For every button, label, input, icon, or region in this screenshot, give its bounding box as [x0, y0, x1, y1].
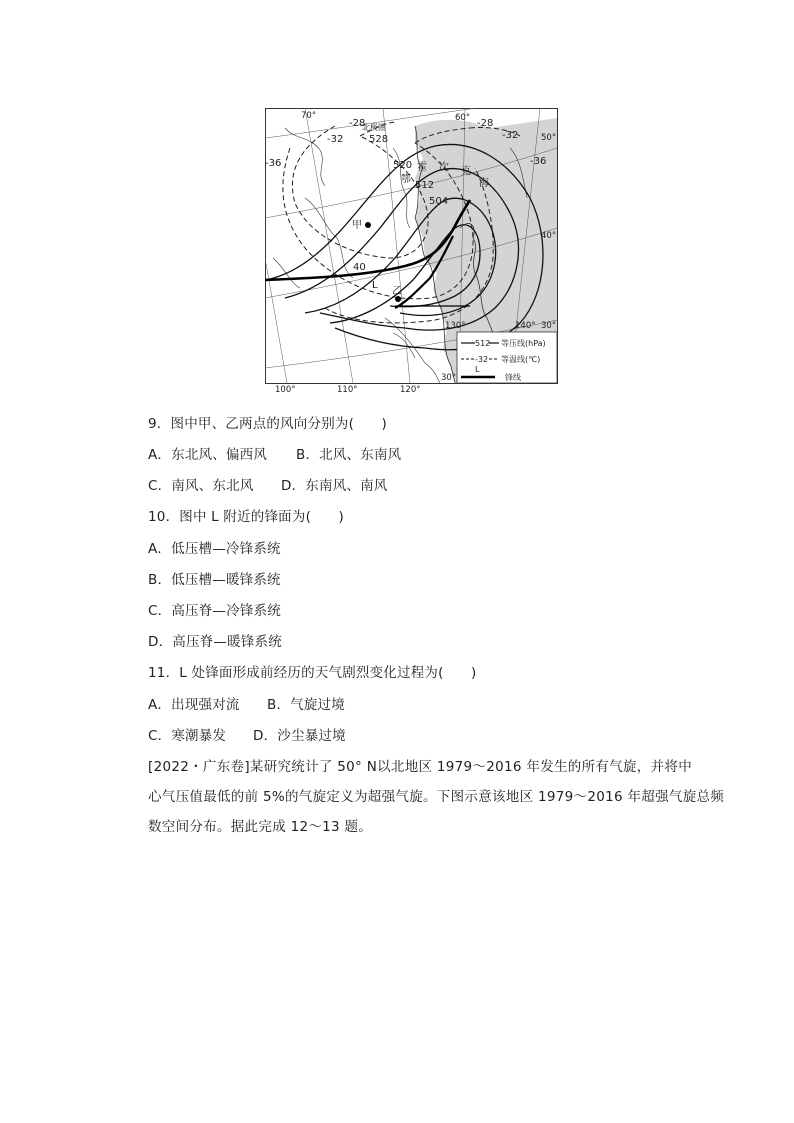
- question-9: 9．图中甲、乙两点的风向分别为( ): [148, 416, 387, 432]
- lon-label: 140°: [515, 321, 536, 331]
- isobar-value: 528: [369, 134, 389, 145]
- intro-line-1: [2022・广东卷]某研究统计了 50° N以北地区 1979～2016 年发生的所有气旋，并将中: [148, 759, 692, 775]
- intro-line-3: 数空间分布。据此完成 12～13 题。: [148, 819, 373, 835]
- weather-map-figure: [265, 108, 558, 393]
- option-d[interactable]: D．沙尘暴过境: [253, 728, 346, 744]
- arctic-circle-label: 北极圈: [362, 123, 386, 132]
- option-a[interactable]: A．东北风、偏西风: [148, 447, 268, 463]
- legend-isotherm-label: 等温线(℃): [501, 355, 541, 364]
- lon-label: 100°: [275, 385, 296, 393]
- isotherm-value: -32: [502, 130, 519, 141]
- lon-label: 110°: [337, 385, 358, 393]
- sea-char-1: 鄂: [401, 174, 411, 185]
- lat-label: 50°: [541, 133, 557, 143]
- option-d[interactable]: D．东南风、南风: [281, 478, 388, 494]
- lat-label: 30°: [541, 321, 557, 331]
- legend-front-sample: L: [475, 365, 480, 374]
- front-L-label: L: [372, 280, 378, 291]
- point-yi-label: 乙: [392, 286, 402, 297]
- isotherm-value: -36: [530, 156, 547, 167]
- isotherm-value: 40: [353, 262, 366, 273]
- legend-isobar-sample: 512: [475, 339, 491, 348]
- lon-label: 130°: [445, 321, 466, 331]
- sea-char-2: 霍: [417, 162, 427, 173]
- option-c[interactable]: C．高压脊—冷锋系统: [148, 603, 281, 619]
- lat-label: 30°: [441, 373, 457, 383]
- isotherm-value: -32: [327, 134, 344, 145]
- isobar-value: 520: [393, 160, 413, 171]
- option-b[interactable]: B．气旋过境: [267, 697, 345, 713]
- sea-char-3: 次: [439, 162, 449, 173]
- question-11: 11．L 处锋面形成前经历的天气剧烈变化过程为( ): [148, 665, 477, 681]
- option-d[interactable]: D．高压脊—暖锋系统: [148, 634, 282, 650]
- lon-label: 60°: [455, 113, 471, 123]
- option-c[interactable]: C．南风、东北风: [148, 478, 254, 494]
- option-a[interactable]: A．出现强对流: [148, 697, 240, 713]
- question-11-options-row-2: [148, 726, 346, 746]
- legend-isotherm-sample: -32: [475, 355, 489, 364]
- question-9-options-row-1: [148, 445, 402, 465]
- sea-char-4: 克: [461, 166, 471, 177]
- isotherm-value: -28: [349, 118, 366, 129]
- legend-isobar-label: 等压线(hPa): [501, 339, 546, 348]
- option-a[interactable]: A．低压槽—冷锋系统: [148, 541, 281, 557]
- material-intro: [148, 752, 725, 842]
- isotherm-value: -28: [477, 118, 494, 129]
- option-b[interactable]: B．低压槽—暖锋系统: [148, 572, 281, 588]
- isotherm-value: -36: [265, 158, 282, 169]
- isobar-value: 504: [429, 196, 449, 207]
- option-b[interactable]: B．北风、东南风: [296, 447, 402, 463]
- sea-char-5: 海: [479, 178, 489, 189]
- lon-label: 70°: [301, 111, 317, 121]
- option-c[interactable]: C．寒潮暴发: [148, 728, 227, 744]
- point-jia-dot: [365, 222, 371, 228]
- question-10: 10．图中 L 附近的锋面为( ): [148, 509, 344, 525]
- map-legend: [457, 332, 557, 383]
- intro-line-2: 心气压值最低的前 5%的气旋定义为超强气旋。下图示意该地区 1979～2016 年超强气旋总频: [148, 789, 725, 805]
- legend-front-label: 锋线: [505, 373, 521, 382]
- lon-label: 120°: [400, 385, 421, 393]
- question-11-options-row-1: [148, 695, 345, 715]
- point-jia-label: 甲: [352, 220, 362, 231]
- isobar-value: 512: [415, 180, 435, 191]
- lat-label: 40°: [541, 231, 557, 241]
- question-9-options-row-2: [148, 476, 388, 496]
